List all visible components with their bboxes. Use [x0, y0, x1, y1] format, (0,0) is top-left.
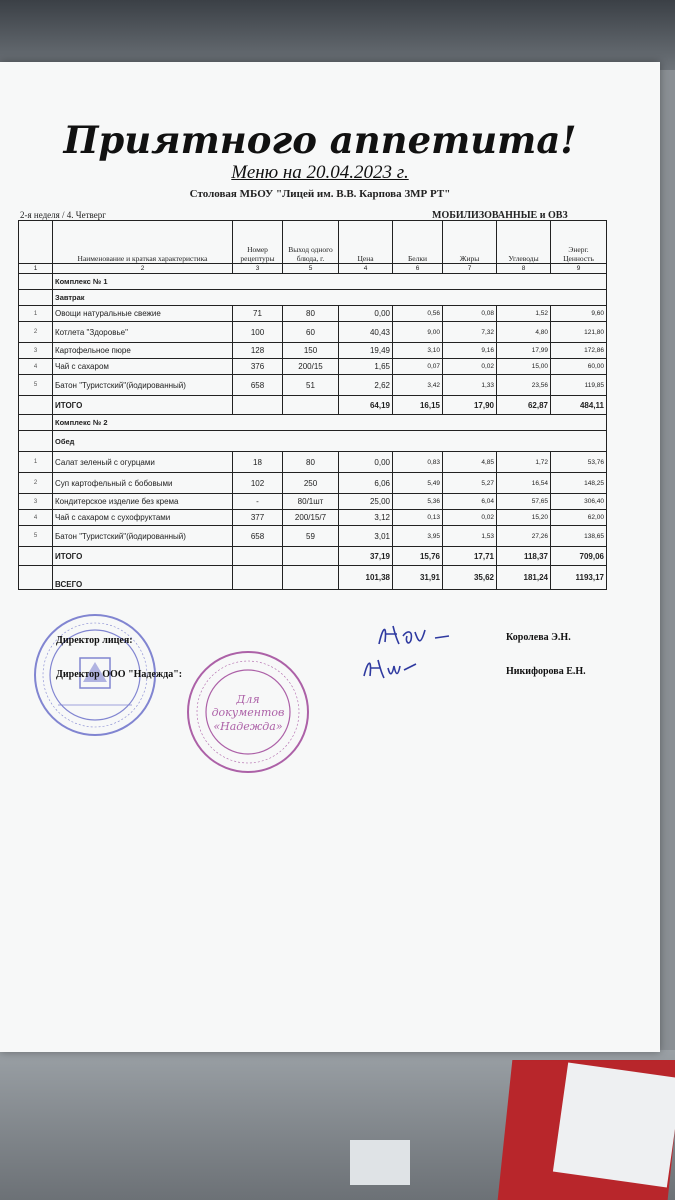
meal-row [19, 431, 607, 452]
protein: 3,10 [393, 343, 443, 359]
header-cell: Белки [393, 221, 443, 264]
protein: 0,83 [393, 452, 443, 473]
protein: 0,07 [393, 359, 443, 375]
price: 6,06 [339, 473, 393, 494]
table-row [19, 452, 607, 473]
dish-name: Салат зеленый с огурцами [53, 452, 233, 473]
price: 2,62 [339, 375, 393, 396]
column-number: 2 [53, 264, 233, 274]
column-number: 8 [497, 264, 551, 274]
recipe-number: 18 [233, 452, 283, 473]
fat: 5,27 [443, 473, 497, 494]
total-protein: 15,76 [393, 547, 443, 566]
column-number: 1 [19, 264, 53, 274]
row-number: 2 [19, 322, 53, 343]
price: 40,43 [339, 322, 393, 343]
dish-name: Чай с сахаром с сухофруктами [53, 510, 233, 526]
portion-weight: 200/15/7 [283, 510, 339, 526]
page-title: Приятного аппетита! [63, 118, 577, 162]
column-number: 3 [233, 264, 283, 274]
table-row [19, 322, 607, 343]
header-cell: Цена [339, 221, 393, 264]
supplier-label: Директор ООО "Надежда": [56, 669, 183, 680]
row-number: 3 [19, 494, 53, 510]
total-carbs: 118,37 [497, 547, 551, 566]
price: 0,00 [339, 306, 393, 322]
total-price: 64,19 [339, 396, 393, 415]
protein: 5,49 [393, 473, 443, 494]
carbs: 15,00 [497, 359, 551, 375]
nadezhda-stamp [183, 647, 313, 777]
dish-name: Батон "Туристский"(йодированный) [53, 526, 233, 547]
background-top [0, 0, 675, 70]
price: 3,12 [339, 510, 393, 526]
complex-row [19, 415, 607, 431]
dish-name: Кондитерское изделие без крема [53, 494, 233, 510]
table-row [19, 494, 607, 510]
grand-total-row [19, 566, 607, 590]
total-protein: 16,15 [393, 396, 443, 415]
meal-label: Обед [53, 431, 607, 452]
grand-total-price: 101,38 [339, 566, 393, 590]
fat: 4,85 [443, 452, 497, 473]
column-number-row [19, 264, 607, 274]
fat: 1,53 [443, 526, 497, 547]
total-fat: 17,90 [443, 396, 497, 415]
recipe-number: 102 [233, 473, 283, 494]
row-number: 5 [19, 526, 53, 547]
portion-weight: 200/15 [283, 359, 339, 375]
dish-name: Картофельное пюре [53, 343, 233, 359]
table-row [19, 510, 607, 526]
director-label: Директор лицея: [56, 635, 133, 646]
school-name: Столовая МБОУ "Лицей им. В.В. Карпова ЗМР РТ" [189, 188, 451, 200]
header-cell: Выход одного блюда, г. [283, 221, 339, 264]
table-row [19, 306, 607, 322]
recipe-number: 377 [233, 510, 283, 526]
portion-weight: 51 [283, 375, 339, 396]
table-row [19, 343, 607, 359]
table-row [19, 473, 607, 494]
week-day: 2-я неделя / 4. Четверг [20, 210, 106, 220]
energy: 62,00 [551, 510, 607, 526]
energy: 119,85 [551, 375, 607, 396]
column-number: 7 [443, 264, 497, 274]
row-number: 1 [19, 452, 53, 473]
fat: 0,02 [443, 510, 497, 526]
carbs: 1,72 [497, 452, 551, 473]
energy: 148,25 [551, 473, 607, 494]
protein: 0,56 [393, 306, 443, 322]
carbs: 15,20 [497, 510, 551, 526]
table-row [19, 375, 607, 396]
portion-weight: 80/1шт [283, 494, 339, 510]
protein: 9,00 [393, 322, 443, 343]
dish-name: Котлета "Здоровье" [53, 322, 233, 343]
total-carbs: 62,87 [497, 396, 551, 415]
portion-weight: 59 [283, 526, 339, 547]
carbs: 1,52 [497, 306, 551, 322]
menu-sheet [0, 62, 660, 1052]
complex-label: Комплекс № 1 [53, 274, 607, 290]
dish-name: Овощи натуральные свежие [53, 306, 233, 322]
portion-weight: 150 [283, 343, 339, 359]
energy: 53,76 [551, 452, 607, 473]
white-paper-corner [553, 1063, 675, 1188]
recipe-number: 71 [233, 306, 283, 322]
carbs: 27,26 [497, 526, 551, 547]
stamp-text-line1: Для [236, 693, 260, 706]
protein: 0,13 [393, 510, 443, 526]
row-number: 4 [19, 359, 53, 375]
energy: 60,00 [551, 359, 607, 375]
total-label: ИТОГО [53, 547, 233, 566]
price: 19,49 [339, 343, 393, 359]
director-name: Королева Э.Н. [506, 632, 571, 643]
protein: 3,42 [393, 375, 443, 396]
grand-total-protein: 31,91 [393, 566, 443, 590]
price: 0,00 [339, 452, 393, 473]
protein: 5,36 [393, 494, 443, 510]
carbs: 23,56 [497, 375, 551, 396]
price: 1,65 [339, 359, 393, 375]
fat: 7,32 [443, 322, 497, 343]
column-number: 9 [551, 264, 607, 274]
header-cell: Наименование и краткая характеристика [53, 221, 233, 264]
supplier-signature [360, 654, 420, 680]
total-energy: 484,11 [551, 396, 607, 415]
row-number: 2 [19, 473, 53, 494]
dish-name: Чай с сахаром [53, 359, 233, 375]
complex-label: Комплекс № 2 [53, 415, 607, 431]
meal-row [19, 290, 607, 306]
recipe-number: 128 [233, 343, 283, 359]
stamp-text-line2: документов [211, 706, 285, 719]
header-cell: Энерг. Ценность [551, 221, 607, 264]
carbs: 4,80 [497, 322, 551, 343]
dish-name: Суп картофельный с бобовыми [53, 473, 233, 494]
dish-name: Батон "Туристский"(йодированный) [53, 375, 233, 396]
recipe-number: 658 [233, 375, 283, 396]
column-number: 5 [283, 264, 339, 274]
carbs: 16,54 [497, 473, 551, 494]
director-signature [375, 622, 455, 648]
header-cell: Углеводы [497, 221, 551, 264]
complex-row [19, 274, 607, 290]
row-number: 4 [19, 510, 53, 526]
meal-label: Завтрак [53, 290, 607, 306]
grand-total-carbs: 181,24 [497, 566, 551, 590]
carbs: 17,99 [497, 343, 551, 359]
recipe-number: 376 [233, 359, 283, 375]
fat: 0,02 [443, 359, 497, 375]
header-cell: Номер рецептуры [233, 221, 283, 264]
portion-weight: 80 [283, 306, 339, 322]
supplier-name: Никифорова Е.Н. [506, 666, 586, 677]
recipe-number: 100 [233, 322, 283, 343]
price: 25,00 [339, 494, 393, 510]
column-number: 6 [393, 264, 443, 274]
total-label: ИТОГО [53, 396, 233, 415]
protein: 3,95 [393, 526, 443, 547]
price: 3,01 [339, 526, 393, 547]
paper-tag [350, 1140, 410, 1185]
energy: 172,86 [551, 343, 607, 359]
table-row [19, 526, 607, 547]
energy: 9,60 [551, 306, 607, 322]
table-header-row [19, 221, 607, 264]
row-number: 5 [19, 375, 53, 396]
total-row [19, 396, 607, 415]
fat: 1,33 [443, 375, 497, 396]
row-number: 1 [19, 306, 53, 322]
total-fat: 17,71 [443, 547, 497, 566]
grand-total-fat: 35,62 [443, 566, 497, 590]
menu-date: Меню на 20.04.2023 г. [231, 162, 409, 183]
total-energy: 709,06 [551, 547, 607, 566]
stamp-text-line3: «Надежда» [213, 720, 283, 733]
energy: 306,40 [551, 494, 607, 510]
total-price: 37,19 [339, 547, 393, 566]
grand-total-label: ВСЕГО [53, 566, 233, 590]
row-number: 3 [19, 343, 53, 359]
recipe-number: 658 [233, 526, 283, 547]
energy: 138,65 [551, 526, 607, 547]
category-label: МОБИЛИЗОВАННЫЕ и ОВЗ [432, 210, 568, 221]
fat: 9,16 [443, 343, 497, 359]
fat: 0,08 [443, 306, 497, 322]
column-number: 4 [339, 264, 393, 274]
portion-weight: 60 [283, 322, 339, 343]
portion-weight: 80 [283, 452, 339, 473]
menu-table [18, 220, 607, 590]
table-row [19, 359, 607, 375]
fat: 6,04 [443, 494, 497, 510]
energy: 121,80 [551, 322, 607, 343]
grand-total-energy: 1193,17 [551, 566, 607, 590]
header-cell [19, 221, 53, 264]
header-cell: Жиры [443, 221, 497, 264]
portion-weight: 250 [283, 473, 339, 494]
carbs: 57,65 [497, 494, 551, 510]
recipe-number: - [233, 494, 283, 510]
total-row [19, 547, 607, 566]
